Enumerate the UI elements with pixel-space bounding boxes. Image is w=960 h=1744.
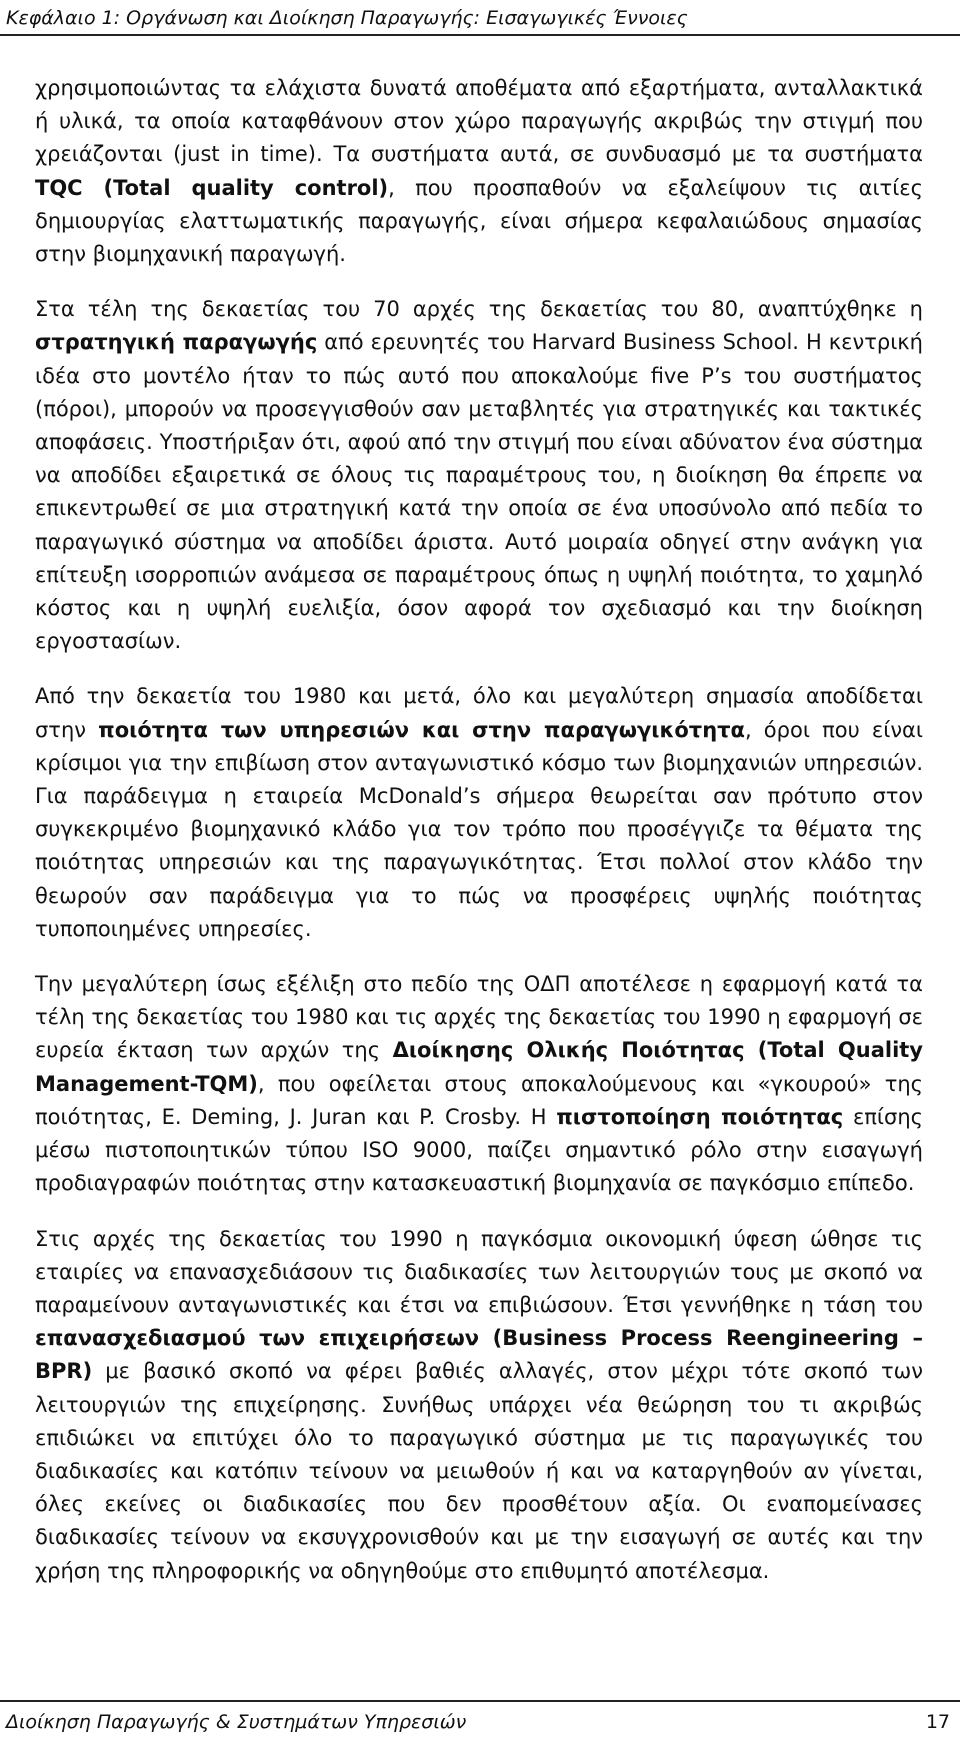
bold-term-production-strategy: στρατηγική παραγωγής xyxy=(35,330,318,355)
paragraph-production-strategy xyxy=(35,293,923,658)
bold-term-service-quality: ποιότητα των υπηρεσιών και στην παραγωγικότητα xyxy=(98,717,745,742)
text-run: Στα τέλη της δεκαετίας του 70 αρχές της δεκαετίας του 80, αναπτύχθηκε η xyxy=(35,297,923,322)
paragraph-jit-tqc xyxy=(35,72,923,271)
paragraph-tqm xyxy=(35,968,923,1200)
text-run: Την μεγαλύτερη ίσως εξέλιξη στο πεδίο της ΟΔΠ αποτέλεσε η εφαρμογή κατά τα τέλη της δεκαετίας του 1980 και τις αρχές της δεκαετίας του 1990 η εφαρμογή σε ευρεία έκταση των αρχών της xyxy=(35,972,923,1063)
text-run: , που οφείλεται στους αποκαλούμενους και «γκουρού» της ποιότητας, E. Deming, J. Juran και P. Crosby. Η xyxy=(35,1071,923,1129)
text-run: χρησιμοποιώντας τα ελάχιστα δυνατά αποθέματα από εξαρτήματα, ανταλλακτικά ή υλικά, τα οποία καταφθάνουν στον χώρο παραγωγής ακριβώς την στιγμή που χρειάζονται (just in time). Τα συστήματα αυτά, σε συνδυασμό με τα συστήματα xyxy=(35,76,923,167)
page-number: 17 xyxy=(925,1711,950,1733)
text-run: επίσης μέσω πιστοποιητικών τύπου ISO 9000, παίζει σημαντικό ρόλο στην εισαγωγή προδιαγραφών ποιότητας στην κατασκευαστική βιομηχανία σε παγκόσμιο επίπεδο. xyxy=(35,1104,923,1196)
paragraph-bpr xyxy=(35,1223,923,1588)
running-header xyxy=(0,0,960,36)
text-run: , όροι που είναι κρίσιμοι για την επιβίωση στον ανταγωνιστικό κόσμο των βιομηχανιών υπηρεσιών. Για παράδειγμα η εταιρεία McDonald’s σήμερα θεωρείται σαν πρότυπο στον συγκεκριμένο βιομηχανικό κλάδο για τον τρόπο που προσέγγιζε τα θέματα της ποιότητας υπηρεσιών και της παραγωγικότητας. Έτσι πολλοί στον κλάδο την θεωρούν σαν παράδειγμα για το πώς να προσφέρεις υψηλής ποιότητας τυποποιημένες υπηρεσίες. xyxy=(35,717,923,941)
running-footer xyxy=(0,1700,960,1744)
text-run: , που προσπαθούν να εξαλείψουν τις αιτίες δημιουργίας ελαττωματικής παραγωγής, είναι σήμερα κεφαλαιώδους σημασίας στην βιομηχανική παραγωγή. xyxy=(35,175,923,267)
paragraph-service-quality xyxy=(35,680,923,946)
text-run: με βασικό σκοπό να φέρει βαθιές αλλαγές, στον μέχρι τότε σκοπό των λειτουργιών της επιχείρησης. Συνήθως υπάρχει νέα θεώρηση του τι ακριβώς επιδιώκει να επιτύχει όλο το παραγωγικό σύστημα με τις παραγωγικές του διαδικασίες και κατόπιν τείνουν να μειωθούν ή και να καταργηθούν αν γίνεται, όλες εκείνες οι διαδικασίες που δεν προσθέτουν αξία. Οι εναπομείνασες διαδικασίες τείνουν να εκσυγχρονισθούν και με την εισαγωγή σε αυτές και την χρήση της πληροφορικής να οδηγηθούμε στο επιθυμητό αποτέλεσμα. xyxy=(35,1359,923,1583)
bold-term-tqc: TQC (Total quality control) xyxy=(35,175,389,200)
chapter-title: Κεφάλαιο 1: Οργάνωση και Διοίκηση Παραγωγής: Εισαγωγικές Έννοιες xyxy=(6,7,688,29)
bold-term-quality-certification: πιστοποίηση ποιότητας xyxy=(556,1104,844,1129)
book-title: Διοίκηση Παραγωγής & Συστημάτων Υπηρεσιών xyxy=(6,1711,467,1733)
text-run: από ερευνητές του Harvard Business School. Η κεντρική ιδέα στο μοντέλο ήταν το πώς αυτό που αποκαλούμε five P’s του συστήματος (πόροι), μπορούν να προσεγγισθούν σαν μεταβλητές για στρατηγικές και τακτικές αποφάσεις. Υποστήριξαν ότι, αφού από την στιγμή που είναι αδύνατον ένα σύστημα να αποδίδει εξαιρετικά σε όλους τις παραμέτρους του, η διοίκηση θα έπρεπε να επικεντρωθεί σε μια στρατηγική κατά την οποία σε ένα υποσύνολο από πεδία το παραγωγικό σύστημα να αποδίδει άριστα. Αυτό μοιραία οδηγεί στην ανάγκη για επίτευξη ισορροπιών ανάμεσα σε παραμέτρους όπως η υψηλή ποιότητα, το χαμηλό κόστος και η υψηλή ευελιξία, όσον αφορά τον σχεδιασμό και την διοίκηση εργοστασίων. xyxy=(35,330,923,654)
text-run: Από την δεκαετία του 1980 και μετά, όλο και μεγαλύτερη σημασία αποδίδεται στην xyxy=(35,684,923,742)
body-text xyxy=(35,72,923,1610)
text-run: Στις αρχές της δεκαετίας του 1990 η παγκόσμια οικονομική ύφεση ώθησε τις εταιρίες να επανασχεδιάσουν τις διαδικασίες των λειτουργιών τους με σκοπό να παραμείνουν ανταγωνιστικές και έτσι να επιβιώσουν. Έτσι γεννήθηκε η τάση του xyxy=(35,1226,923,1317)
bold-term-tqm: Διοίκησης Ολικής Ποιότητας (Total Quality Management-TQM) xyxy=(35,1038,923,1096)
bold-term-bpr: επανασχεδιασμού των επιχειρήσεων (Business Process Reengineering – BPR) xyxy=(35,1326,923,1384)
